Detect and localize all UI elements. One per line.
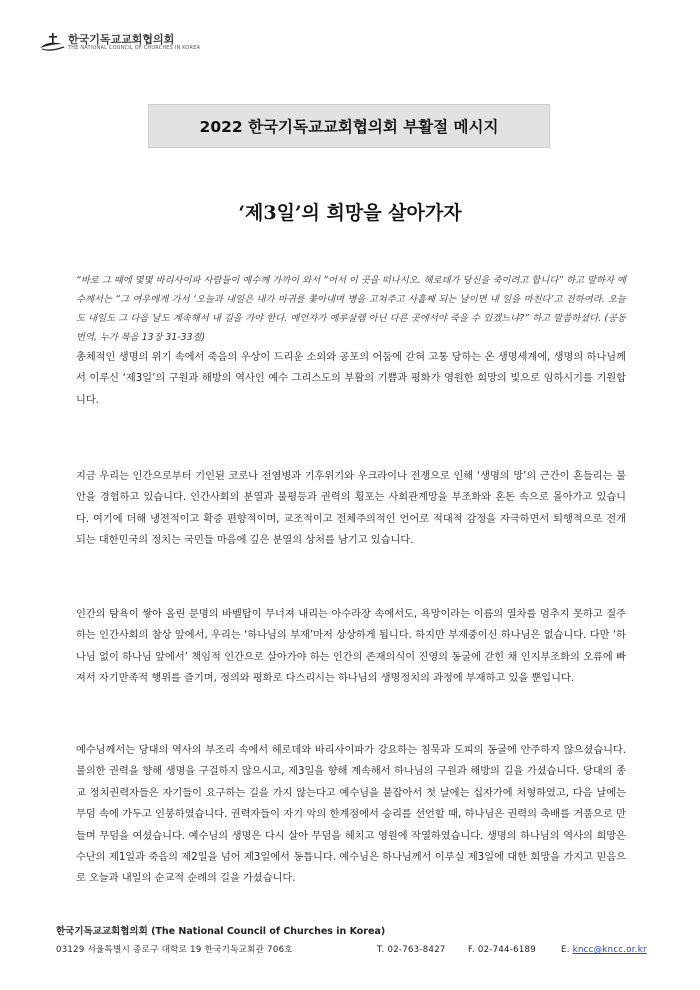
scripture-quote: “바로 그 때에 몇몇 바리사이파 사람들이 예수께 가까이 와서 “어서 이 곳을 떠나시오. 헤로데가 당신을 죽이려고 합니다” 하고 말하자 예수께서는 “그 여우에게 가서 ‘오늘과 내일은 내가 마귀를 쫓아내며 병을 고쳐주고 사흘째 되는 날이면 내 일을 마친다’고 전하여라. 오늘도 내일도 그 다음 날도 계속해서 내 길을 가야 한다. 예언자가 예루살렘 아닌 다른 곳에서야 죽을 수 있겠느냐?” 하고 말씀하셨다. (공동번역, 누가 복음 13장 31-33절) bbox=[76, 275, 626, 343]
message-subtitle: ‘제3일’의 희망을 살아가자 bbox=[238, 202, 462, 224]
paragraph-2: 지금 우리는 인간으로부터 기인된 코로나 전염병과 기후위기와 우크라이나 전쟁으로 인해 ‘생명의 망’의 근간이 흔들리는 불안을 경험하고 있습니다. 인간사회의 분열과 불평등과 권력의 횡포는 사회관계망을 부조화와 혼돈 속으로 몰아가고 있습니다. 여기에 더해 냉전적이고 확증 편향적이며, 교조적이고 전체주의적인 언어로 적대적 감정을 자극하면서 퇴행적으로 전개되는 대한민국의 정치는 국민들 마음에 깊은 분열의 상처를 남기고 있습니다. bbox=[76, 471, 626, 547]
page-title: 2022 한국기독교교회협의회 부활절 메시지 bbox=[148, 104, 550, 148]
footer bbox=[56, 923, 656, 955]
paragraph-1: 총체적인 생명의 위기 속에서 죽음의 우상이 드리운 소외와 공포의 어둠에 갇혀 고통 당하는 온 생명세계에, 생명의 하나님께서 이루신 ‘제3일’의 구원과 해방의 역사인 예수 그리스도의 부활의 기쁨과 평화가 영원한 희망의 빛으로 임하시기를 기원합니다. bbox=[76, 352, 626, 406]
footer-email-link[interactable]: kncc@kncc.or.kr bbox=[572, 945, 647, 955]
org-name: 한국기독교교회협의회 bbox=[68, 33, 175, 46]
footer-org: 한국기독교교회협의회 (The National Council of Churches in Korea) bbox=[56, 926, 386, 937]
cross-dove-logo-icon bbox=[38, 30, 68, 52]
footer-fax: F. 02-744-6189 bbox=[468, 945, 536, 955]
footer-contact bbox=[56, 943, 656, 955]
paragraph-4: 예수님께서는 당대의 역사의 부조리 속에서 헤로데와 바리사이파가 강요하는 침묵과 도피의 동굴에 안주하지 않으셨습니다. 불의한 권력을 향해 생명을 구걸하지 않으시고, 제3일을 향해 계속해서 하나님의 구원과 해방의 길을 가셨습니다. 당대의 종교 정치권력자들은 자기들이 요구하는 길을 가지 않는다고 예수님을 붙잡아서 첫 날에는 십자가에 처형하였고, 다음 날에는 무덤 속에 가두고 인봉하였습니다. 권력자들이 자기 악의 한계점에서 승리를 선언할 때, 하나님은 권력의 축배를 거품으로 만들며 무덤을 여셨습니다. 예수님의 생명은 다시 살아 무덤을 헤치고 영원에 작열하였습니다. 생명의 하나님의 역사의 희망은 수난의 제1일과 죽음의 제2일을 넘어 제3일에서 동틉니다. 예수님은 하나님께서 이루실 제3일에 대한 희망을 가지고 믿음으로 오늘과 내일의 순교적 순례의 길을 가셨습니다. bbox=[76, 745, 626, 885]
footer-address: 03129 서울특별시 종로구 대학로 19 한국기독교회관 706호 bbox=[56, 945, 293, 955]
footer-phone: T. 02-763-8427 bbox=[377, 945, 446, 955]
org-logo bbox=[38, 28, 201, 54]
paragraph-3: 인간의 탐욕이 쌓아 올린 문명의 바벨탑이 무너져 내리는 아수라장 속에서도, 욕망이라는 이름의 열차를 멈추지 못하고 질주하는 인간사회의 참상 앞에서, 우리는 ‘하나님의 부재’마저 상상하게 됩니다. 하지만 부재중이신 하나님은 없습니다. 다만 ‘하나님 없이 하나님 앞에서’ 책임적 인간으로 살아가야 하는 인간의 존재의식이 진영의 동굴에 갇힌 채 인지부조화의 오류에 빠져서 자기만족적 행위를 즐기며, 정의와 평화로 다스리시는 하나님의 생명정치의 과정에 부재하고 있을 뿐입니다. bbox=[76, 609, 626, 685]
footer-email-label: E. bbox=[561, 945, 570, 955]
org-name-english: THE NATIONAL COUNCIL OF CHURCHES IN KOREA bbox=[68, 45, 201, 51]
